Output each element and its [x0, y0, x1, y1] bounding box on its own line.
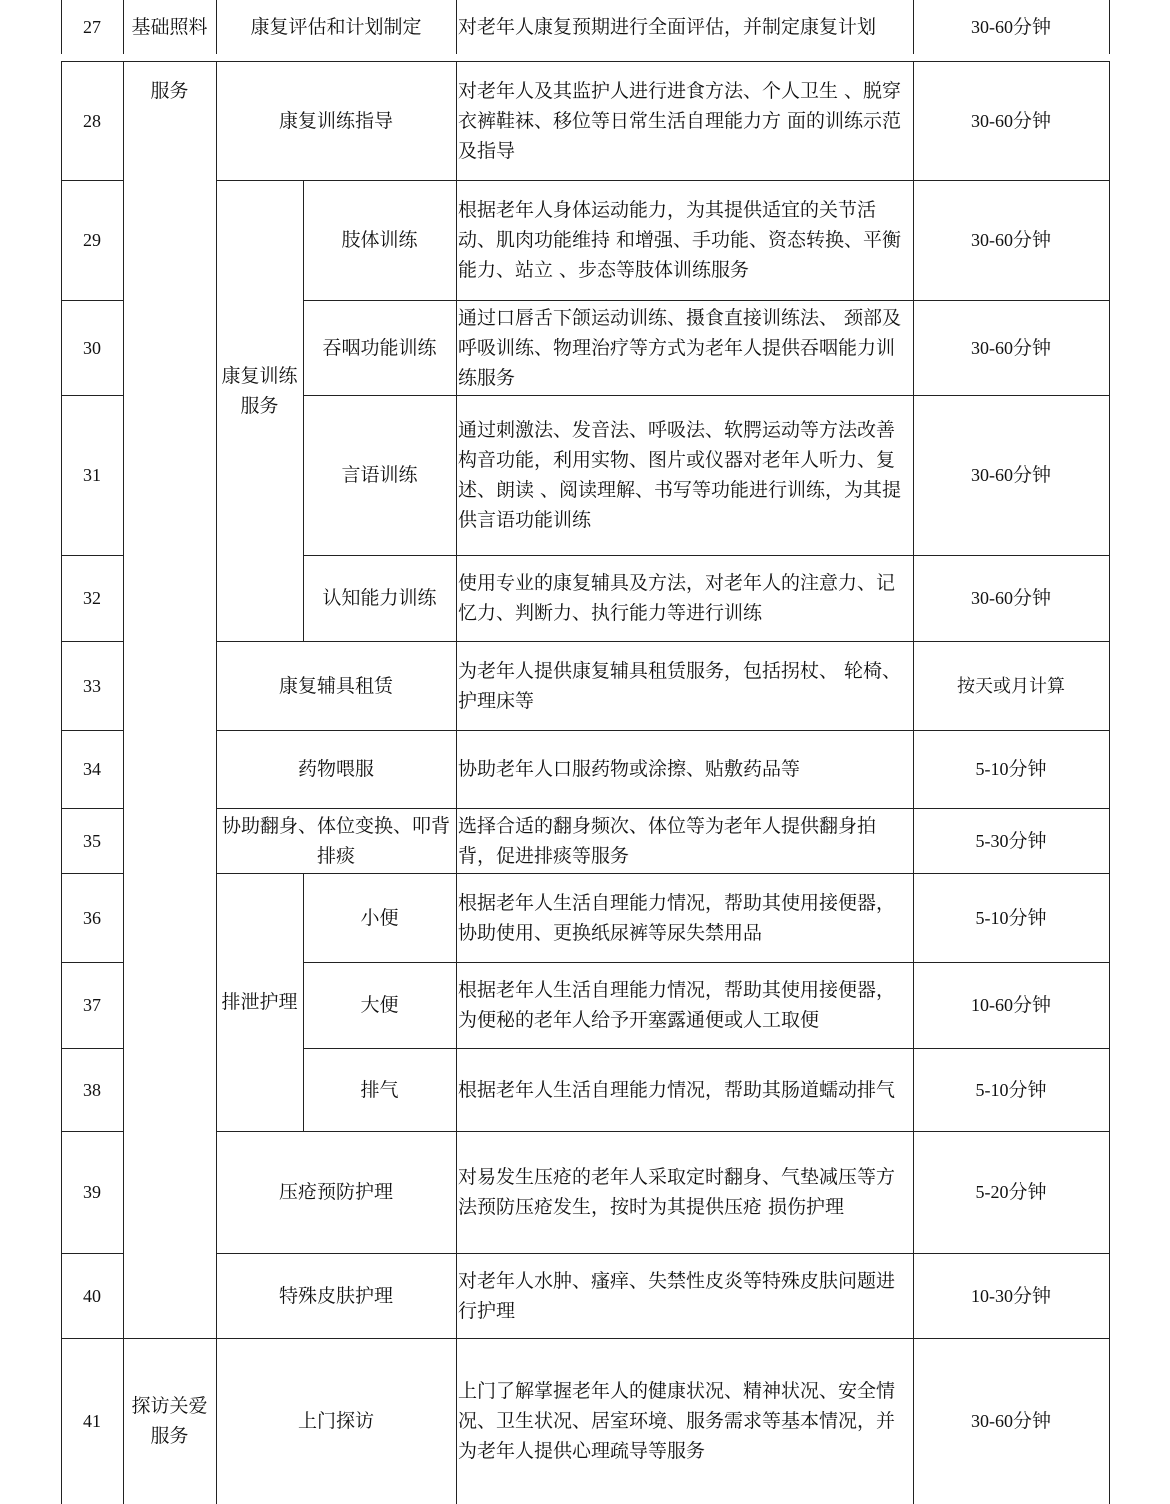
duration-cell: 10-30 分钟: [970, 1284, 1051, 1307]
item-cell: 康复辅具租赁: [278, 674, 393, 697]
description-cell: 根据老年人生活自理能力情况，帮助其肠道蠕动排气: [458, 1078, 896, 1101]
table-rule: [216, 1131, 1109, 1132]
description-cell: 选择合适的翻身频次、体位等为老年人提供翻身拍背，促进排痰等服务: [458, 814, 877, 867]
description-cell: 为老年人提供康复辅具租赁服务，包括拐杖、 轮椅、护理床等: [458, 659, 902, 712]
row-number: 32: [83, 588, 101, 608]
description-cell: 根据老年人身体运动能力，为其提供适宜的关节活动、肌肉功能维持 和增强、手功能、资态转换、平衡能力、站立 、步态等肢体训练服务: [458, 199, 902, 281]
table-rule: [61, 808, 123, 809]
table-rule: [61, 61, 1109, 62]
column-rule: [456, 0, 457, 54]
duration-cell: 10-60 分钟: [970, 994, 1051, 1016]
table-rule: [303, 555, 1109, 556]
group-cell: 排泄护理: [221, 991, 298, 1013]
description-cell: 根据老年人生活自理能力情况，帮助其使用接便器，协助使用、更换纸尿裤等尿失禁用品: [458, 891, 896, 944]
row-number: 38: [83, 1079, 101, 1100]
row-number: 40: [83, 1285, 101, 1306]
column-rule: [61, 61, 62, 1504]
table-rule: [61, 1338, 1109, 1339]
table-rule: [303, 1048, 1109, 1049]
row-number: 36: [83, 907, 101, 928]
duration-cell: 30-60 分钟: [970, 1410, 1051, 1432]
description-cell: 使用专业的康复辅具及方法，对老年人的注意力、记忆力、判断力、执行能力等进行训练: [458, 572, 896, 624]
row-number: 29: [83, 230, 101, 250]
table-rule: [303, 300, 1109, 301]
category-cell: 探访关爱服务: [131, 1395, 208, 1447]
item-cell: 康复评估和计划制定: [250, 16, 422, 38]
item-cell: 特殊皮肤护理: [278, 1284, 393, 1307]
table-rule: [216, 641, 1109, 642]
row-number: 31: [83, 465, 101, 485]
row-number: 28: [83, 111, 101, 131]
description-cell: 对易发生压疮的老年人采取定时翻身、气垫减压等方法预防压疮发生，按时为其提供压疮 损伤护理: [458, 1166, 896, 1218]
row-number: 37: [83, 995, 101, 1015]
table-rule: [61, 962, 123, 963]
duration-cell: 30-60 分钟: [970, 110, 1051, 132]
column-rule: [1109, 61, 1110, 1504]
table-rule: [61, 180, 123, 181]
column-rule: [913, 0, 914, 54]
column-rule: [1109, 0, 1110, 54]
column-rule: [61, 0, 62, 54]
table-rule: [61, 641, 123, 642]
column-rule: [216, 61, 217, 1504]
duration-cell: 5-30 分钟: [975, 829, 1047, 852]
table-rule: [61, 873, 123, 874]
column-rule: [216, 0, 217, 54]
row-number: 34: [83, 759, 101, 779]
table-rule: [216, 808, 1109, 809]
duration-cell: 按天或月计算: [957, 675, 1065, 696]
row-number: 35: [83, 830, 101, 851]
table-rule: [303, 395, 1109, 396]
duration-cell: 30-60 分钟: [970, 229, 1051, 251]
table-rule: [61, 1048, 123, 1049]
table-rule: [61, 1253, 123, 1254]
description-cell: 协助老年人口服药物或涂擦、贴敷药品等: [458, 758, 801, 780]
duration-cell: 5-10 分钟: [975, 758, 1047, 780]
item-cell: 小便: [360, 906, 399, 929]
item-cell: 上门探访: [297, 1410, 374, 1432]
group-cell: 康复训练服务: [221, 364, 298, 417]
item-cell: 肢体训练: [341, 229, 418, 251]
duration-cell: 5-20 分钟: [975, 1181, 1047, 1203]
description-cell: 对老年人及其监护人进行进食方法、个人卫生 、脱穿衣裤鞋袜、移位等日常生活自理能力方 面的训练示范及指导: [458, 80, 902, 162]
description-cell: 上门了解掌握老年人的健康状况、精神状况、安全情况、卫生状况、居室环境、服务需求等基本情况，并为老年人提供心理疏导等服务: [458, 1380, 896, 1462]
duration-cell: 30-60 分钟: [970, 587, 1051, 609]
item-cell: 协助翻身、体位变换、叩背排痰: [221, 814, 450, 867]
item-cell: 言语训练: [341, 464, 418, 486]
category-cell: 服务: [150, 80, 189, 102]
row-number: 30: [83, 337, 101, 358]
item-cell: 压疮预防护理: [278, 1181, 393, 1203]
table-rule: [303, 962, 1109, 963]
row-number: 41: [83, 1411, 101, 1431]
column-rule: [123, 61, 124, 1504]
table-rule: [61, 730, 123, 731]
duration-cell: 30-60 分钟: [970, 16, 1051, 38]
item-cell: 排气: [360, 1078, 399, 1101]
row-number: 33: [83, 675, 101, 696]
table-rule: [216, 730, 1109, 731]
row-number: 39: [83, 1182, 101, 1202]
table-rule: [61, 300, 123, 301]
category-cell: 基础照料: [131, 16, 208, 38]
description-cell: 通过刺激法、发音法、呼吸法、软腭运动等方法改善构音功能，利用实物、图片或仪器对老年人听力、复述、朗读 、阅读理解、书写等功能进行训练，为其提供言语功能训练: [458, 419, 902, 531]
table-rule: [216, 1253, 1109, 1254]
item-cell: 药物喂服: [297, 758, 374, 780]
table-rule: [216, 180, 1109, 181]
duration-cell: 30-60 分钟: [970, 464, 1051, 486]
item-cell: 康复训练指导: [278, 110, 393, 132]
description-cell: 根据老年人生活自理能力情况，帮助其使用接便器，为便秘的老年人给予开塞露通便或人工取便: [458, 979, 896, 1031]
table-rule: [216, 873, 1109, 874]
duration-cell: 30-60 分钟: [970, 336, 1051, 359]
column-rule: [913, 61, 914, 1504]
duration-cell: 5-10 分钟: [975, 906, 1047, 929]
column-rule: [123, 0, 124, 54]
description-cell: 对老年人水肿、瘙痒、失禁性皮炎等特殊皮肤问题进行护理: [458, 1269, 896, 1322]
row-number: 27: [83, 17, 101, 37]
column-rule: [303, 873, 304, 1131]
column-rule: [303, 180, 304, 641]
item-cell: 大便: [360, 994, 399, 1016]
table-rule: [61, 1131, 123, 1132]
table-rule: [61, 555, 123, 556]
table-rule: [61, 395, 123, 396]
description-cell: 通过口唇舌下颌运动训练、摄食直接训练法、 颈部及呼吸训练、物理治疗等方式为老年人提供吞咽能力训练服务: [458, 306, 902, 389]
column-rule: [456, 61, 457, 1504]
item-cell: 认知能力训练: [322, 587, 437, 609]
item-cell: 吞咽功能训练: [322, 336, 437, 359]
description-cell: 对老年人康复预期进行全面评估，并制定康复计划: [458, 16, 877, 38]
duration-cell: 5-10 分钟: [975, 1078, 1047, 1101]
